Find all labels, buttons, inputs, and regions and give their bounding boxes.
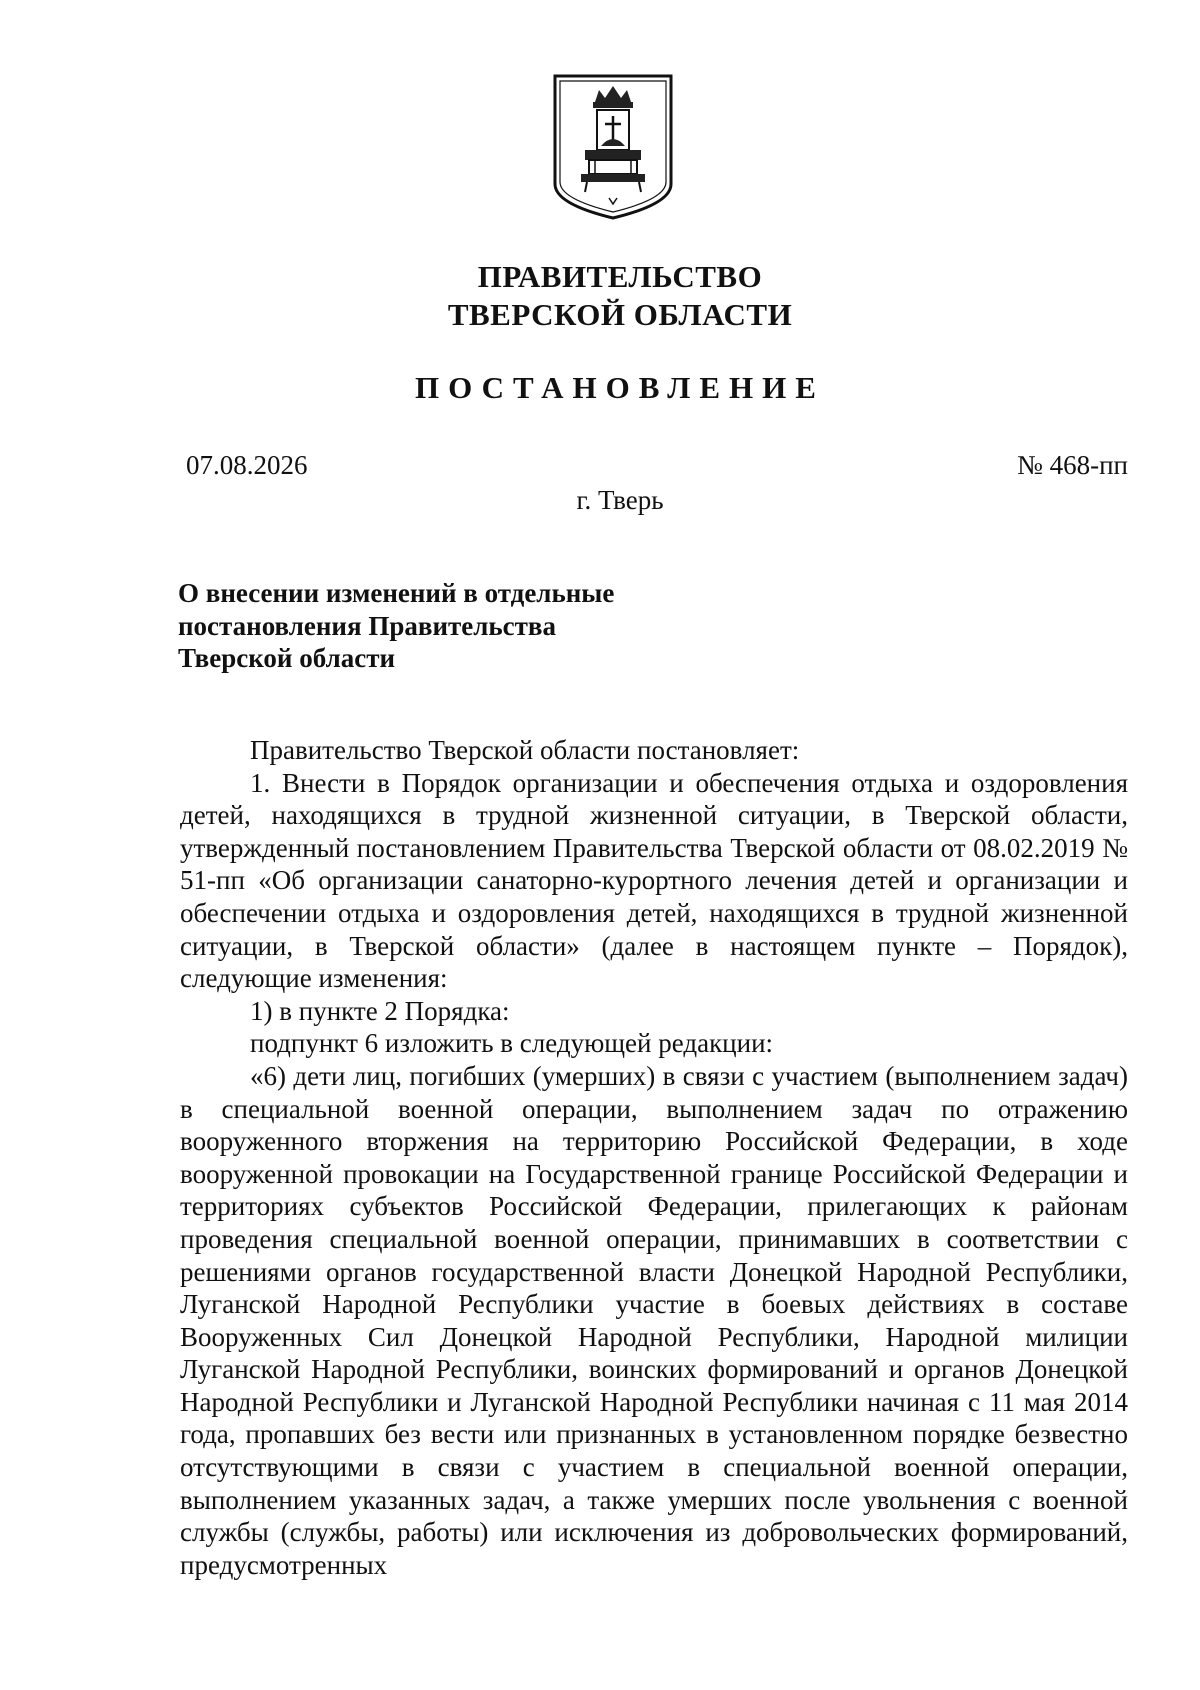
subject-line: О внесении изменений в отдельные (178, 578, 615, 608)
subject-line: постановления Правительства (178, 610, 556, 641)
government-name-line2: ТВЕРСКОЙ ОБЛАСТИ (447, 297, 793, 332)
government-name-line1: ПРАВИТЕЛЬСТВО (477, 259, 763, 294)
tver-coat-of-arms-icon (551, 72, 675, 222)
subitem-1-paragraph: 1) в пункте 2 Порядка: (250, 995, 510, 1026)
subitem-1-instruction: подпункт 6 изложить в следующей редакции: (250, 1028, 774, 1059)
item-1-paragraph: 1. Внести в Порядок организации и обеспечения отдыха и оздоровления детей, находящихся в трудной жизненной ситуации, в Тверской области, утвержденный постановлением Правительства Тверской области от 08.02.2019 № 51-пп «Об организации санаторно-курортного лечения детей и организации и обеспечении отдыха и оздоровления детей, находящихся в трудной жизненной ситуации, в Тверской области» (далее в настоящем пункте – Порядок), следующие изменения: (180, 767, 1128, 994)
document-subject (178, 577, 698, 675)
document-type-title: ПОСТАНОВЛЕНИЕ (415, 370, 825, 405)
document-city: г. Тверь (576, 485, 664, 515)
document-date: 07.08.2026 (186, 450, 308, 480)
preamble-paragraph: Правительство Тверской области постановляет: (250, 735, 800, 765)
document-number: № 468-пп (1017, 450, 1128, 480)
quoted-subparagraph-6: «6) дети лиц, погибших (умерших) в связи с участием (выполнением задач) в специальной военной операции, выполнением задач по отражению вооруженного вторжения на территорию Российской Федерации, в ходе вооруженной провокации на Государственной границе Российской Федерации и территориях субъектов Российской Федерации, прилегающих к районам проведения специальной военной операции, принимавших в соответствии с решениями органов государственной власти Донецкой Народной Республики, Луганской Народной Республики участие в боевых действиях в составе Вооруженных Сил Донецкой Народной Республики, Народной милиции Луганской Народной Республики, воинских формирований и органов Донецкой Народной Республики и Луганской Народной Республики начиная с 11 мая 2014 года, пропавших без вести или признанных в установленном порядке безвестно отсутствующими в связи с участием в специальной военной операции, выполнением указанных задач, а также умерших после увольнения с военной службы (службы, работы) или исключения из добровольческих формирований, предусмотренных (180, 1060, 1128, 1580)
subject-line: Тверской области (178, 643, 396, 673)
document-body (180, 734, 1128, 1581)
